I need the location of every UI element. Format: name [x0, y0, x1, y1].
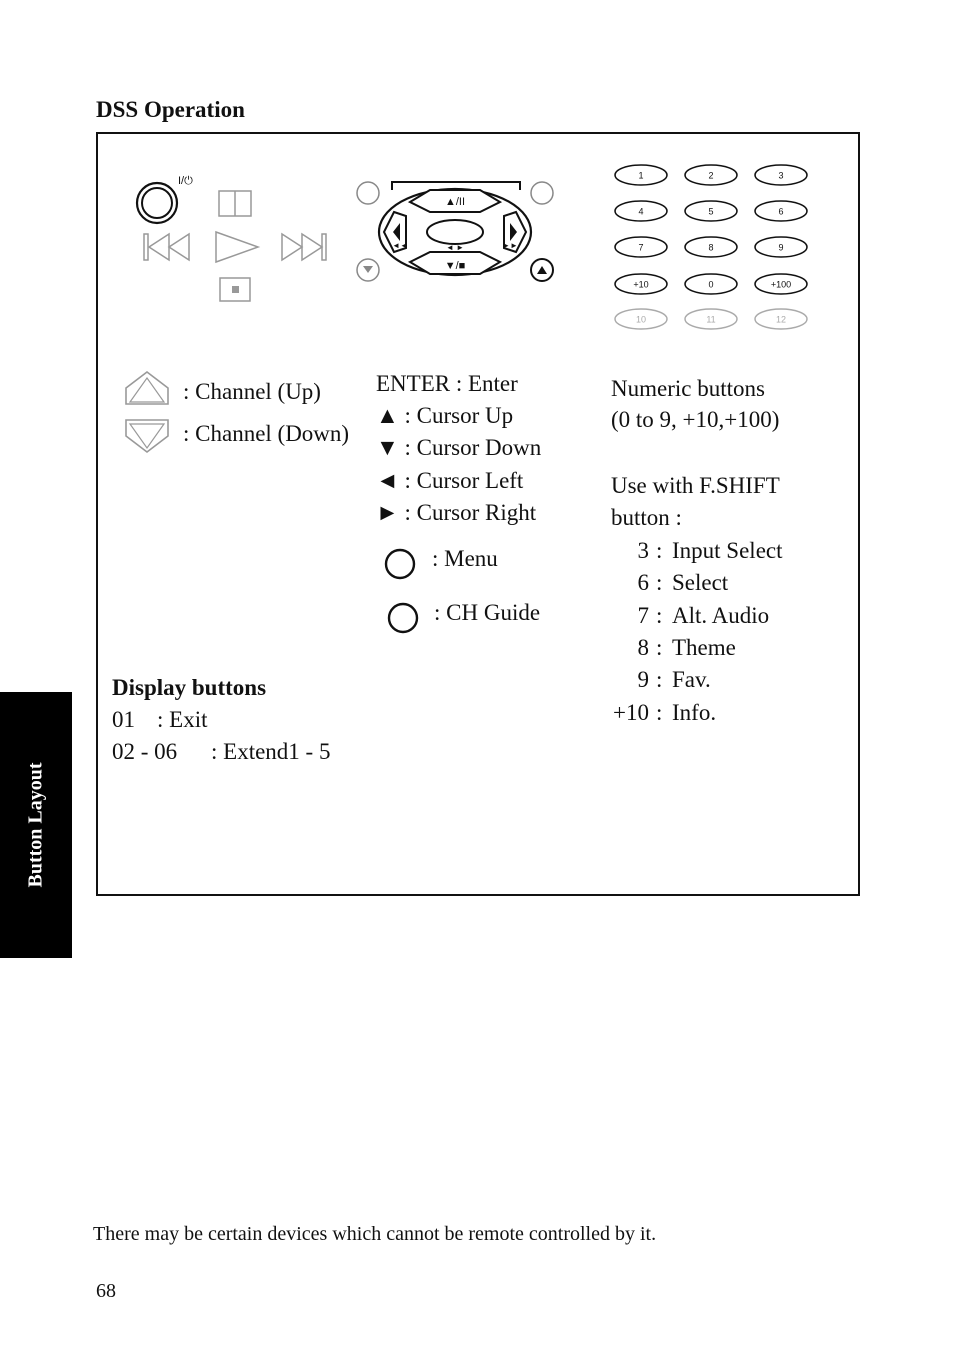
fshift-label: Info. [672, 700, 717, 725]
numeric-key-8[interactable] [685, 237, 737, 257]
side-tab-label: Button Layout [24, 762, 47, 888]
dpad-up-label: ▲/II [444, 196, 466, 208]
fshift-label: Fav. [672, 667, 711, 692]
side-tab [0, 692, 72, 958]
enter-text: ENTER : Enter [376, 371, 518, 396]
pause-icon[interactable] [219, 191, 251, 216]
dpad-down-button[interactable] [410, 252, 500, 274]
fshift-label: Theme [672, 635, 736, 660]
numeric-key-1[interactable] [615, 165, 667, 185]
menu-text: : Menu [432, 546, 498, 571]
display-key-10[interactable] [615, 309, 667, 329]
display-title: Display buttons [112, 675, 267, 700]
footer-note: There may be certain devices which cannot be remote controlled by it. [93, 1223, 657, 1245]
numeric-key-label: 8 [708, 242, 714, 253]
fshift-sep: : [656, 570, 663, 595]
numeric-key-0[interactable] [685, 274, 737, 294]
fshift-label: Alt. Audio [672, 603, 770, 628]
fshift-key: +10 [613, 700, 649, 725]
display-code-1: 01 [112, 707, 135, 732]
fshift-label: Select [672, 570, 729, 595]
display-key-11[interactable] [685, 309, 737, 329]
numeric-key-4[interactable] [615, 201, 667, 221]
guide-icon [387, 602, 421, 636]
dpad-enter-button[interactable] [427, 220, 483, 244]
power-button[interactable] [137, 183, 177, 223]
transport-cluster [130, 168, 340, 308]
fshift-sep: : [656, 538, 663, 563]
numeric-key-label: 7 [638, 242, 644, 253]
dpad-center-label: ◄ ► [445, 243, 465, 252]
numeric-line2: (0 to 9, +10,+100) [611, 407, 780, 432]
play-icon[interactable] [216, 232, 258, 262]
display-key-label: 10 [635, 314, 647, 325]
dpad-cluster [350, 176, 560, 291]
display-code-2: 02 - 06 [112, 739, 178, 764]
skip-forward-icon[interactable] [282, 234, 326, 260]
skip-back-icon[interactable] [144, 234, 189, 260]
numeric-key-7[interactable] [615, 237, 667, 257]
numeric-key-label: 2 [708, 170, 714, 181]
channel-up-text: : Channel (Up) [183, 379, 321, 404]
section-title: DSS Operation [96, 97, 245, 122]
cursor-up-text: ▲ : Cursor Up [376, 403, 514, 428]
channel-down-text: : Channel (Down) [183, 421, 350, 446]
numeric-key-label: 0 [708, 279, 714, 290]
numeric-key-label: 1 [638, 170, 644, 181]
fshift-key: 7 [637, 603, 649, 628]
channel-down-icon[interactable] [126, 420, 168, 452]
numeric-key-label: +10 [633, 279, 649, 290]
fshift-line2: button : [611, 505, 682, 530]
dpad-left-label: ◄◄ [392, 241, 408, 250]
numeric-key-plus10[interactable] [615, 274, 667, 294]
display-label-1: : Exit [157, 707, 208, 732]
numeric-key-label: 6 [778, 206, 784, 217]
numeric-key-label: 4 [638, 206, 644, 217]
channel-down-small-icon[interactable] [357, 259, 379, 281]
fshift-sep: : [656, 635, 663, 660]
display-key-label: 11 [706, 314, 716, 325]
numeric-line1: Numeric buttons [611, 376, 765, 401]
numeric-key-plus100[interactable] [755, 274, 807, 294]
cursor-left-text: ◄ : Cursor Left [376, 468, 524, 493]
channel-up-icon[interactable] [126, 372, 168, 404]
numeric-key-6[interactable] [755, 201, 807, 221]
numeric-key-3[interactable] [755, 165, 807, 185]
page-number: 68 [96, 1280, 116, 1302]
fshift-sep: : [656, 603, 663, 628]
fshift-key: 8 [637, 635, 649, 660]
menu-icon [384, 548, 418, 582]
channel-rocker [118, 370, 180, 458]
display-key-label: 12 [775, 314, 787, 325]
display-key-12[interactable] [755, 309, 807, 329]
dpad-right-label: ►► [502, 241, 518, 250]
stop-icon[interactable] [220, 278, 250, 301]
guide-button[interactable] [531, 182, 553, 204]
channel-up-small-icon[interactable] [531, 259, 553, 281]
numeric-keypad [600, 158, 830, 338]
fshift-key: 9 [637, 667, 649, 692]
menu-button[interactable] [357, 182, 379, 204]
numeric-key-9[interactable] [755, 237, 807, 257]
numeric-key-label: +100 [770, 279, 792, 290]
numeric-key-5[interactable] [685, 201, 737, 221]
numeric-key-label: 3 [778, 170, 784, 181]
guide-text: : CH Guide [434, 600, 541, 625]
cursor-right-text: ► : Cursor Right [376, 500, 537, 525]
fshift-sep: : [656, 667, 663, 692]
numeric-key-2[interactable] [685, 165, 737, 185]
fshift-key: 3 [637, 538, 649, 563]
fshift-sep: : [656, 700, 663, 725]
fshift-line1: Use with F.SHIFT [611, 473, 780, 498]
dpad-down-label: ▼/■ [444, 260, 466, 272]
power-label: I/⏻ [178, 175, 193, 187]
fshift-key: 6 [637, 570, 649, 595]
display-label-2: : Extend1 - 5 [211, 739, 331, 764]
numeric-key-label: 5 [708, 206, 714, 217]
dpad-up-button[interactable] [410, 190, 500, 212]
fshift-label: Input Select [672, 538, 783, 563]
numeric-key-label: 9 [778, 242, 784, 253]
cursor-down-text: ▼ : Cursor Down [376, 435, 542, 460]
